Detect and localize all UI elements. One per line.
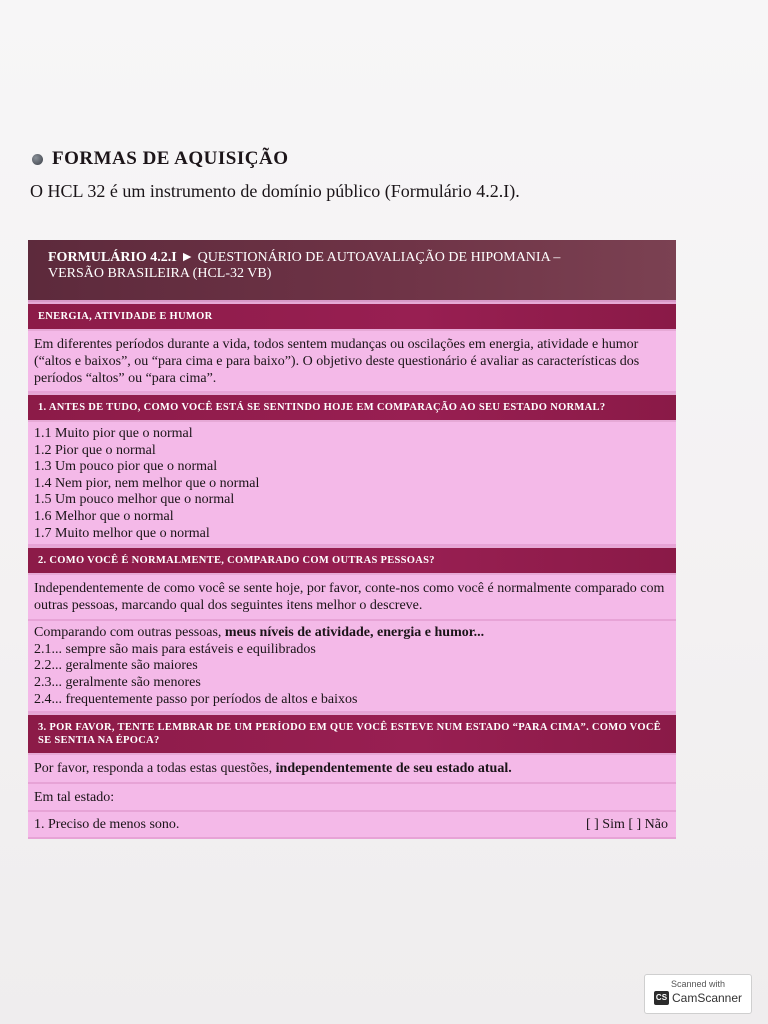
q1-option: 1.4 Nem pior, nem melhor que o normal [34, 475, 260, 491]
q3-item1: 1. Preciso de menos sono. [34, 817, 180, 833]
q1-option: 1.2 Pior que o normal [34, 442, 156, 458]
camscanner-name: CamScanner [671, 991, 743, 1005]
section-heading-text: FORMAS DE AQUISIÇÃO [52, 148, 289, 169]
q2-option: 2.3... geralmente são menores [34, 674, 201, 690]
q2-lead-text: Comparando com outras pessoas, [34, 625, 225, 641]
q1-option: 1.5 Um pouco melhor que o normal [34, 492, 235, 508]
q1-option: 1.1 Muito pior que o normal [34, 426, 193, 441]
q1-options [28, 422, 676, 546]
q1-option: 1.6 Melhor que o normal [34, 508, 174, 524]
q3-bar: 3. POR FAVOR, TENTE LEMBRAR DE UM PERÍODO EM QUE VOCÊ ESTEVE NUM ESTADO “PARA CIMA”. COMO VOCÊ SE SENTIA NA ÉPOCA? [28, 713, 676, 755]
camscanner-logo-icon: CS [654, 991, 669, 1005]
q3-text-bold: independentemente de seu estado atual. [275, 761, 512, 777]
energia-bar: ENERGIA, ATIVIDADE E HUMOR [28, 302, 676, 331]
energia-text: Em diferentes períodos durante a vida, todos sentem mudanças ou oscilações em energia, atividade e humor (“altos e baixos”, ou “para cima e para baixo”). O objetivo deste questionário é avaliar as características dos períodos “altos” ou “para cima”. [28, 331, 676, 393]
q3-text: Por favor, responda a todas estas questões, [34, 761, 276, 777]
form-title-line2: VERSÃO BRASILEIRA (HCL-32 VB) [48, 266, 272, 281]
q3-instruction [28, 755, 676, 784]
q2-lead [34, 625, 668, 642]
q2-text: Independentemente de como você se sente hoje, por favor, conte-nos como você é normalmente comparado com outras pessoas, marcando qual dos seguintes itens melhor o descreve. [28, 575, 676, 621]
q1-bar: 1. ANTES DE TUDO, COMO VOCÊ ESTÁ SE SENTINDO HOJE EM COMPARAÇÃO AO SEU ESTADO NORMAL? [28, 393, 676, 422]
section-heading [32, 148, 288, 170]
scanned-with-text: Scanned with [670, 979, 726, 989]
q3-item-row [28, 812, 676, 839]
form-title-rest: QUESTIONÁRIO DE AUTOAVALIAÇÃO DE HIPOMANIA – [194, 250, 561, 265]
q3-item1-answer[interactable]: [ ] Sim [ ] Não [585, 817, 668, 833]
q3-state: Em tal estado: [28, 784, 676, 812]
camscanner-watermark [644, 974, 752, 1014]
q2-options [28, 621, 676, 713]
q2-option: 2.2... geralmente são maiores [34, 658, 198, 674]
q1-option: 1.7 Muito melhor que o normal [34, 525, 210, 541]
q1-option: 1.3 Um pouco pior que o normal [34, 459, 218, 475]
q2-option: 2.4... frequentemente passo por períodos de altos e baixos [34, 691, 358, 707]
form-title [28, 240, 676, 302]
bullet-icon [32, 154, 43, 165]
q2-option: 2.1... sempre são mais para estáveis e equilibrados [34, 641, 316, 657]
intro-text: O HCL 32 é um instrumento de domínio público (Formulário 4.2.I). [30, 181, 520, 201]
camscanner-brand [645, 991, 751, 1005]
q2-bar: 2. COMO VOCÊ É NORMALMENTE, COMPARADO COM OUTRAS PESSOAS? [28, 546, 676, 575]
hcl32-form [28, 240, 676, 839]
form-title-code: FORMULÁRIO 4.2.I ► [48, 250, 195, 265]
q2-lead-bold: meus níveis de atividade, energia e humor... [224, 625, 485, 641]
